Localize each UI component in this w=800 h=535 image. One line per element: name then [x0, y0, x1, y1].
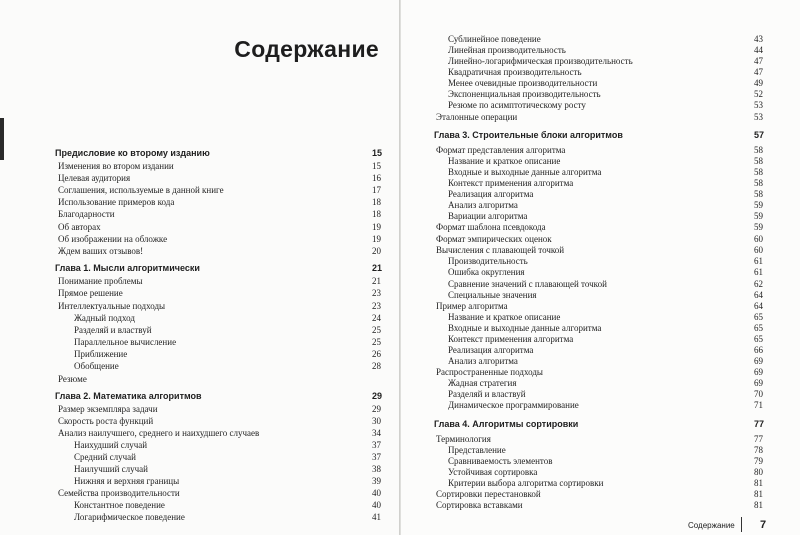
toc-page-number: 81: [754, 478, 763, 488]
toc-page-number: 30: [372, 416, 381, 426]
toc-entry-title: Представление: [448, 445, 506, 455]
toc-entry-title: Параллельное вычисление: [74, 337, 177, 347]
right-page: [401, 0, 800, 535]
toc-entry-title: Резюме: [58, 374, 87, 384]
toc-entry: [74, 451, 381, 463]
toc-entry-title: Глава 4. Алгоритмы сортировки: [434, 419, 579, 429]
toc-entry-title: Формат эмпирических оценок: [436, 234, 552, 244]
toc-entry-title: Формат представления алгоритма: [436, 145, 566, 155]
toc-page-number: 24: [372, 313, 381, 323]
toc-entry-title: Вычисления с плавающей точкой: [436, 245, 565, 255]
toc-page-number: 38: [372, 464, 381, 474]
toc-page-number: 58: [754, 156, 763, 166]
toc-entry-title: Анализ наилучшего, среднего и наихудшего случаев: [58, 428, 260, 438]
toc-entry: [74, 511, 381, 523]
toc-entry-title: Входные и выходные данные алгоритма: [448, 167, 602, 177]
toc-entry-title: Квадратичная производительность: [448, 67, 582, 77]
footer-running-title: Содержание: [688, 521, 735, 530]
toc-page-number: 61: [754, 267, 763, 277]
page-number: 7: [760, 519, 767, 531]
toc-page-number: 80: [754, 467, 763, 477]
toc-entry-title: Резюме по асимптотическому росту: [448, 100, 586, 110]
toc-page-number: 23: [372, 301, 381, 311]
toc-entry: [74, 336, 381, 348]
toc-entry: [58, 403, 381, 415]
toc-entry-title: Понимание проблемы: [58, 276, 143, 286]
toc-entry-title: Ошибка округления: [448, 267, 525, 277]
toc-page-number: 21: [372, 263, 383, 273]
toc-entry: [58, 184, 381, 196]
toc-entry: [58, 373, 372, 385]
toc-page-number: 58: [754, 167, 763, 177]
toc-entry-title: Глава 1. Мысли алгоритмически: [55, 263, 200, 273]
toc-entry-title: Скорость роста функций: [58, 416, 154, 426]
toc-entry-title: Сортировка вставками: [436, 500, 523, 510]
toc-entry-title: Название и краткое описание: [448, 312, 561, 322]
toc-chapter-entry: [55, 262, 383, 274]
toc-page-number: 37: [372, 452, 381, 462]
toc-chapter-entry: [55, 390, 383, 402]
toc-entry-title: Экспоненциальная производительность: [448, 89, 601, 99]
toc-entry-title: Об изображении на обложке: [58, 234, 168, 244]
toc-entry-title: Реализация алгоритма: [448, 189, 534, 199]
toc-entry: [74, 312, 381, 324]
toc-entry: [74, 475, 381, 487]
toc-entry: [58, 427, 381, 439]
toc-entry-title: Входные и выходные данные алгоритма: [448, 323, 602, 333]
toc-entry-title: Контекст применения алгоритма: [448, 178, 574, 188]
toc-page-number: 18: [372, 197, 381, 207]
toc-page-number: 29: [372, 391, 383, 401]
toc-page-number: 57: [754, 130, 765, 140]
toc-entry-title: Линейно-логарифмическая производительность: [448, 56, 633, 66]
toc-entry: [58, 233, 381, 245]
toc-entry-title: Благодарности: [58, 209, 115, 219]
toc-entry-title: Жадная стратегия: [448, 378, 517, 388]
toc-entry-title: Использование примеров кода: [58, 197, 175, 207]
toc-entry: [74, 324, 381, 336]
toc-entry-title: Интеллектуальные подходы: [58, 301, 166, 311]
toc-entry-title: Пример алгоритма: [436, 301, 508, 311]
toc-page-number: 81: [754, 500, 763, 510]
toc-page-number: 26: [372, 349, 381, 359]
toc-entry-title: Сравниваемость элементов: [448, 456, 553, 466]
toc-page-number: 20: [372, 246, 381, 256]
toc-page-number: 58: [754, 178, 763, 188]
toc-page-number: 77: [754, 434, 763, 444]
toc-page-number: 43: [754, 34, 763, 44]
toc-entry-title: Терминология: [436, 434, 491, 444]
toc-entry-title: Соглашения, используемые в данной книге: [58, 185, 224, 195]
toc-entry-title: Производительность: [448, 256, 528, 266]
toc-page-number: 28: [372, 361, 381, 371]
toc-entry: [58, 196, 381, 208]
toc-entry: [448, 266, 763, 278]
toc-entry-title: Приближение: [74, 349, 128, 359]
toc-entry-title: Предисловие ко второму изданию: [55, 148, 210, 158]
toc-page-number: 25: [372, 325, 381, 335]
toc-page-number: 29: [372, 404, 381, 414]
toc-entry-title: Сортировки перестановкой: [436, 489, 541, 499]
toc-entry-title: Сублинейное поведение: [448, 34, 541, 44]
toc-entry-title: Динамическое программирование: [448, 400, 579, 410]
toc-entry-title: Ждем ваших отзывов!: [58, 246, 144, 256]
toc-page-number: 59: [754, 211, 763, 221]
toc-entry-title: Распространенные подходы: [436, 367, 543, 377]
toc-chapter-entry: [434, 129, 765, 141]
toc-page-number: 58: [754, 145, 763, 155]
toc-page-number: 71: [754, 400, 763, 410]
toc-page-number: 65: [754, 312, 763, 322]
toc-page-number: 62: [754, 279, 763, 289]
toc-entry-title: Разделяй и властвуй: [448, 389, 526, 399]
footer-separator: [741, 517, 742, 532]
toc-page-number: 44: [754, 45, 763, 55]
toc-entry-title: Изменения во втором издании: [58, 161, 174, 171]
toc-page-number: 37: [372, 440, 381, 450]
toc-entry: [58, 487, 381, 499]
toc-entry-title: Разделяй и властвуй: [74, 325, 152, 335]
toc-entry: [58, 221, 381, 233]
toc-entry: [74, 463, 381, 475]
toc-entry: [436, 499, 763, 511]
toc-entry-title: Реализация алгоритма: [448, 345, 534, 355]
toc-page-number: 49: [754, 78, 763, 88]
toc-entry-title: Логарифмическое поведение: [74, 512, 185, 522]
toc-page-number: 78: [754, 445, 763, 455]
toc-entry: [436, 111, 763, 123]
toc-entry: [74, 348, 381, 360]
toc-page-number: 64: [754, 290, 763, 300]
toc-entry-title: Название и краткое описание: [448, 156, 561, 166]
toc-page-number: 15: [372, 161, 381, 171]
toc-entry: [58, 287, 381, 299]
toc-page-number: 53: [754, 112, 763, 122]
toc-page-number: 53: [754, 100, 763, 110]
toc-entry-title: Линейная производительность: [448, 45, 566, 55]
toc-entry-title: Прямое решение: [58, 288, 123, 298]
toc-entry: [58, 300, 381, 312]
toc-page-number: 25: [372, 337, 381, 347]
toc-page-number: 40: [372, 488, 381, 498]
toc-entry-title: Обобщение: [74, 361, 119, 371]
toc-page-number: 69: [754, 367, 763, 377]
toc-entry: [58, 208, 381, 220]
toc-page-number: 19: [372, 222, 381, 232]
toc-entry-title: Константное поведение: [74, 500, 165, 510]
toc-entry-title: Глава 2. Математика алгоритмов: [55, 391, 202, 401]
toc-page-number: 60: [754, 245, 763, 255]
toc-page-number: 65: [754, 334, 763, 344]
toc-page-number: 23: [372, 288, 381, 298]
toc-entry: [58, 415, 381, 427]
toc-entry: [74, 360, 381, 372]
toc-page-number: 47: [754, 67, 763, 77]
toc-page-number: 79: [754, 456, 763, 466]
toc-page-number: 81: [754, 489, 763, 499]
toc-entry: [74, 499, 381, 511]
toc-page-number: 21: [372, 276, 381, 286]
toc-entry-title: Размер экземпляра задачи: [58, 404, 158, 414]
toc-title: Содержание: [234, 36, 379, 62]
toc-page-number: 40: [372, 500, 381, 510]
toc-page-number: 58: [754, 189, 763, 199]
toc-entry: [58, 275, 381, 287]
toc-page-number: 61: [754, 256, 763, 266]
toc-entry-title: Устойчивая сортировка: [448, 467, 538, 477]
toc-page-number: 18: [372, 209, 381, 219]
toc-entry: [436, 221, 763, 233]
toc-chapter-entry: [55, 147, 383, 159]
toc-entry-title: Жадный подход: [74, 313, 135, 323]
toc-page-number: 69: [754, 378, 763, 388]
toc-entry-title: Контекст применения алгоритма: [448, 334, 574, 344]
toc-entry-title: Семейства производительности: [58, 488, 180, 498]
left-page: [0, 0, 399, 535]
toc-page-number: 69: [754, 356, 763, 366]
toc-entry-title: Нижняя и верхняя границы: [74, 476, 180, 486]
toc-page-number: 64: [754, 301, 763, 311]
toc-entry: [448, 99, 763, 111]
toc-entry-title: Наилучший случай: [74, 464, 148, 474]
toc-entry-title: Анализ алгоритма: [448, 356, 518, 366]
toc-entry: [58, 160, 381, 172]
toc-entry: [58, 172, 381, 184]
toc-page-number: 15: [372, 148, 383, 158]
toc-entry-title: Сравнение значений с плавающей точкой: [448, 279, 607, 289]
toc-page-number: 77: [754, 419, 765, 429]
toc-entry-title: Анализ алгоритма: [448, 200, 518, 210]
toc-entry: [74, 439, 381, 451]
toc-chapter-entry: [434, 418, 765, 430]
toc-entry-title: Глава 3. Строительные блоки алгоритмов: [434, 130, 623, 140]
toc-entry-title: Средний случай: [74, 452, 136, 462]
toc-entry-title: Вариации алгоритма: [448, 211, 528, 221]
toc-page-number: 41: [372, 512, 381, 522]
toc-page-number: 39: [372, 476, 381, 486]
toc-entry-title: Об авторах: [58, 222, 101, 232]
toc-page-number: 16: [372, 173, 381, 183]
toc-entry: [448, 399, 763, 411]
toc-entry-title: Эталонные операции: [436, 112, 518, 122]
toc-page-number: 34: [372, 428, 381, 438]
toc-page-number: 59: [754, 222, 763, 232]
toc-entry: [58, 245, 381, 257]
toc-left-column: [0, 0, 399, 535]
toc-right-column: [401, 0, 800, 535]
toc-page-number: 66: [754, 345, 763, 355]
toc-entry-title: Специальные значения: [448, 290, 537, 300]
toc-page-number: 19: [372, 234, 381, 244]
toc-page-number: 59: [754, 200, 763, 210]
toc-page-number: 52: [754, 89, 763, 99]
toc-entry-title: Наихудший случай: [74, 440, 148, 450]
toc-page-number: 70: [754, 389, 763, 399]
toc-entry-title: Критерии выбора алгоритма сортировки: [448, 478, 604, 488]
toc-page-number: 65: [754, 323, 763, 333]
toc-entry-title: Менее очевидные производительности: [448, 78, 598, 88]
toc-page-number: 47: [754, 56, 763, 66]
toc-entry-title: Целевая аудитория: [58, 173, 131, 183]
toc-page-number: 17: [372, 185, 381, 195]
toc-entry-title: Формат шаблона псевдокода: [436, 222, 546, 232]
toc-page-number: 60: [754, 234, 763, 244]
